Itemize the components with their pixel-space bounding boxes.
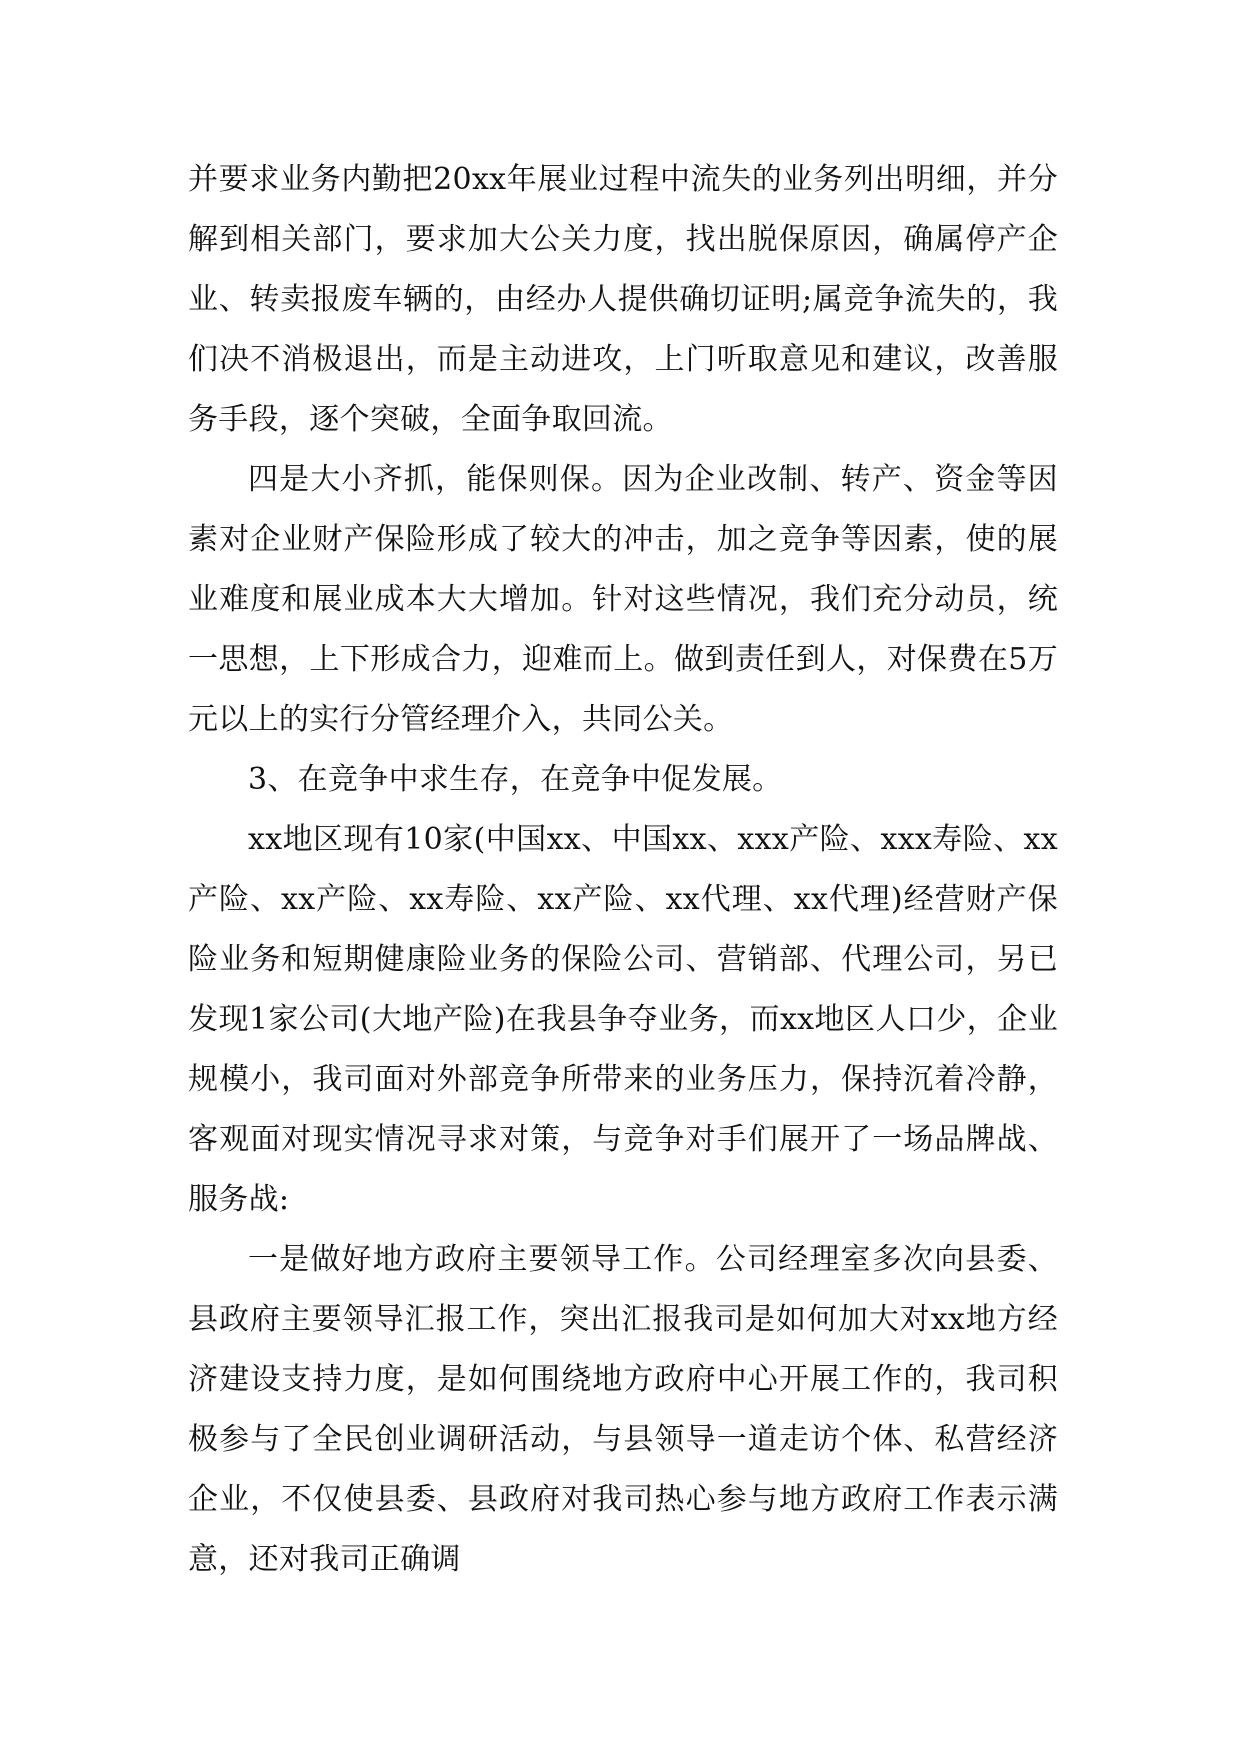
paragraph-point-four: 四是大小齐抓，能保则保。因为企业改制、转产、资金等因素对企业财产保险形成了较大的冲击，加之竞争等因素，使的展业难度和展业成本大大增加。针对这些情况，我们充分动员，统一思想，上下形成合力，迎难而上。做到责任到人，对保费在5万元以上的实行分管经理介入，共同公关。 xyxy=(188,462,1058,737)
document-body xyxy=(188,150,1058,1590)
paragraph-point-one: 一是做好地方政府主要领导工作。公司经理室多次向县委、县政府主要领导汇报工作，突出汇报我司是如何加大对xx地方经济建设支持力度，是如何围绕地方政府中心开展工作的，我司积极参与了全民创业调研活动，与县领导一道走访个体、私营经济企业，不仅使县委、县政府对我司热心参与地方政府工作表示满意，还对我司正确调 xyxy=(188,1242,1058,1577)
paragraph-competition: xx地区现有10家(中国xx、中国xx、xxx产险、xxx寿险、xx产险、xx产险、xx寿险、xx产险、xx代理、xx代理)经营财产保险业务和短期健康险业务的保险公司、营销部、代理公司，另已发现1家公司(大地产险)在我县争夺业务，而xx地区人口少，企业规模小，我司面对外部竞争所带来的业务压力，保持沉着冷静，客观面对现实情况寻求对策，与竞争对手们展开了一场品牌战、服务战: xyxy=(188,822,1058,1217)
section-heading-3: 3、在竞争中求生存，在竞争中促发展。 xyxy=(248,762,783,797)
paragraph-continuation: 并要求业务内勤把20xx年展业过程中流失的业务列出明细，并分解到相关部门，要求加大公关力度，找出脱保原因，确属停产企业、转卖报废车辆的，由经办人提供确切证明;属竞争流失的，我们决不消极退出，而是主动进攻，上门听取意见和建议，改善服务手段，逐个突破，全面争取回流。 xyxy=(188,162,1058,437)
